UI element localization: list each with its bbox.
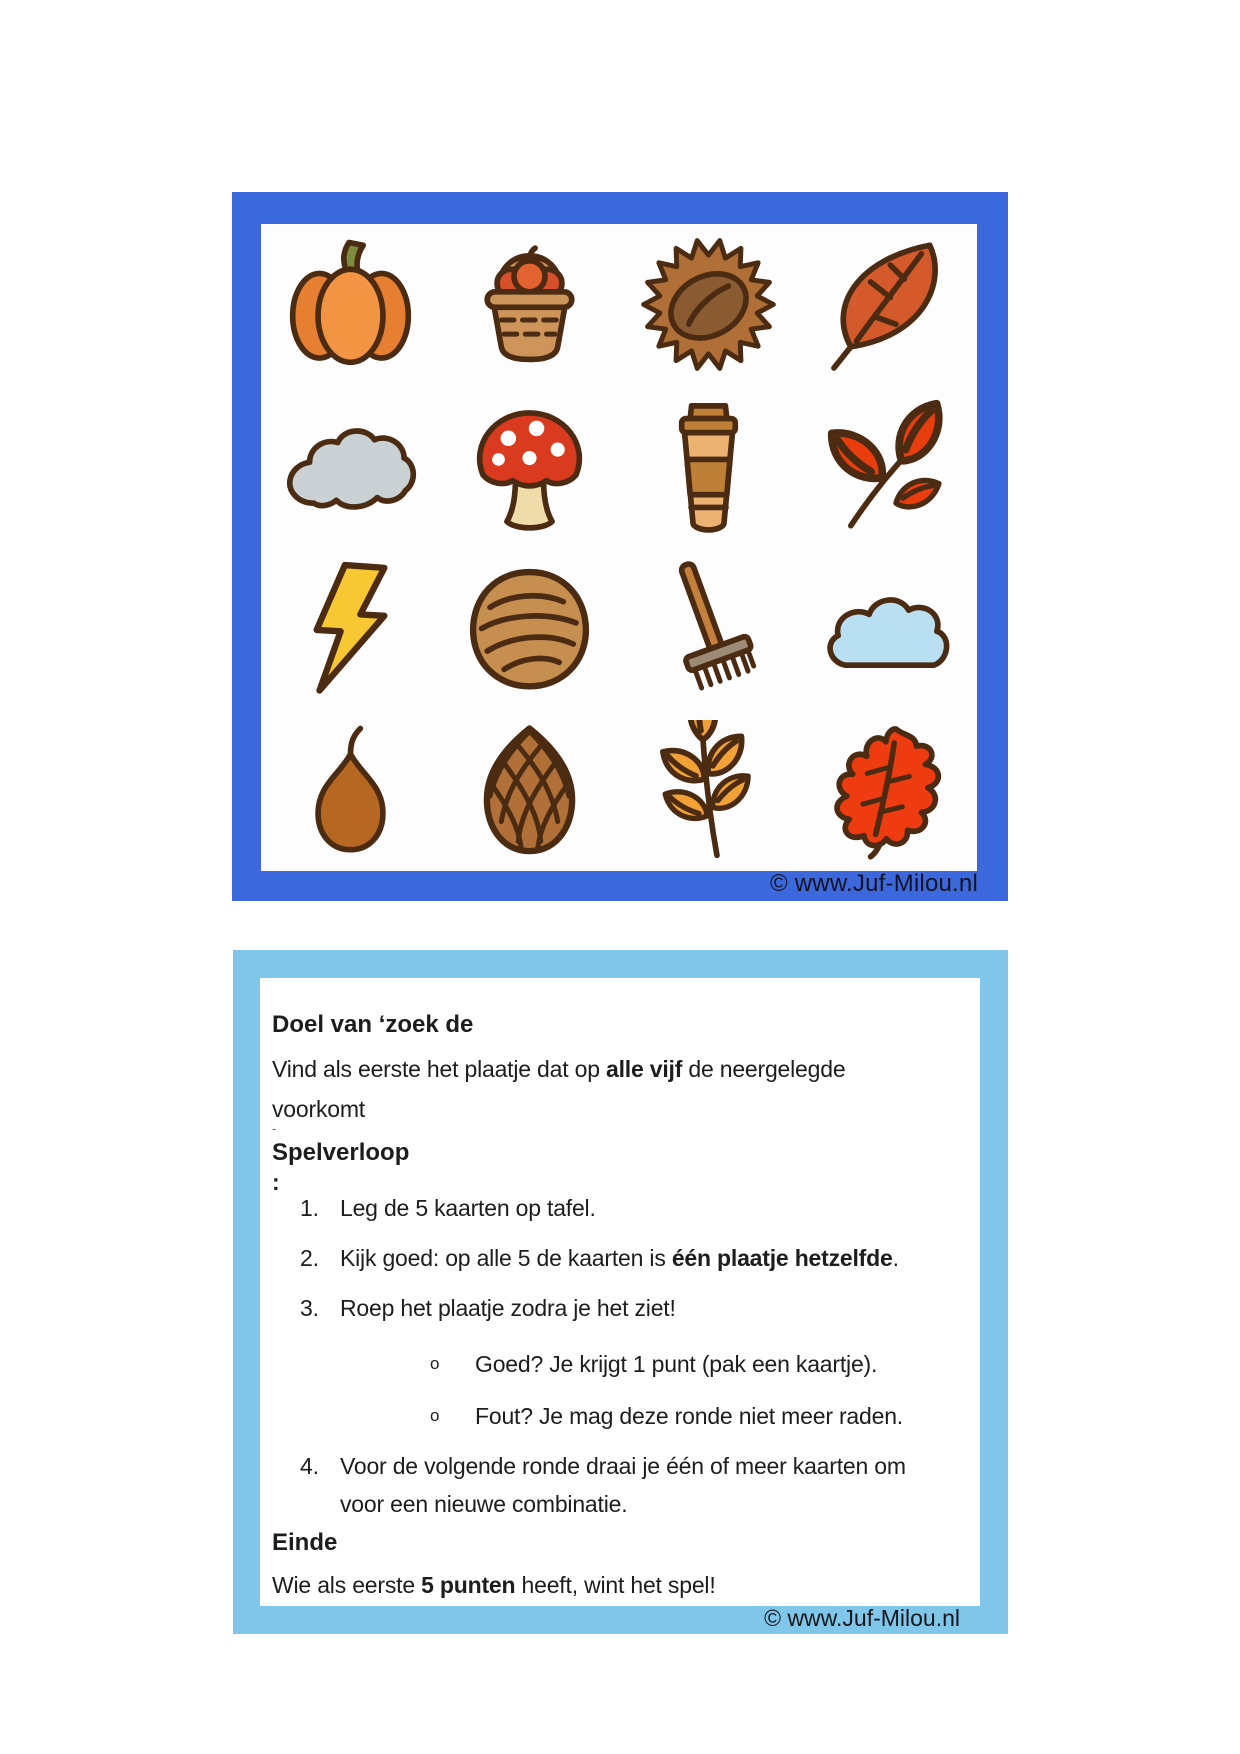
red-leaf-branch-icon	[798, 386, 977, 548]
end-line-post: heeft, wint het spel!	[515, 1572, 716, 1598]
goal-heading: Doel van ‘zoek de	[272, 1011, 474, 1038]
chestnut-icon	[619, 224, 798, 386]
coffee-cup-icon	[619, 386, 798, 548]
rake-icon	[619, 548, 798, 710]
end-line-pre: Wie als eerste	[272, 1572, 422, 1598]
goal-line-1-post: de neergelegde	[682, 1056, 846, 1082]
step-1-number: 1.	[300, 1195, 319, 1221]
step-1	[272, 1190, 966, 1226]
step-1-text: Leg de 5 kaarten op tafel.	[340, 1195, 596, 1221]
step-2	[272, 1240, 966, 1276]
flow-colon: :	[272, 1169, 280, 1195]
image-card	[232, 192, 1008, 901]
goal-line-1	[272, 1050, 966, 1088]
flow-heading: Spelverloop	[272, 1139, 410, 1166]
step-4-line-2: voor een nieuwe combinatie.	[340, 1491, 628, 1517]
step-3-number: 3.	[300, 1295, 319, 1321]
sub-bullet-fout-marker: o	[430, 1406, 440, 1425]
step-2-bold: één plaatje hetzelfde	[671, 1245, 893, 1271]
apple-basket-icon	[440, 224, 619, 386]
step-2-post: .	[892, 1245, 899, 1271]
step-2-number: 2.	[300, 1245, 319, 1271]
walnut-icon	[440, 548, 619, 710]
goal-line-2: voorkomt	[272, 1096, 365, 1122]
pumpkin-icon	[261, 224, 440, 386]
cloud-blue-icon	[798, 548, 977, 710]
oak-leaf-icon	[798, 709, 977, 871]
sub-bullet-good-text: Goed? Je krijgt 1 punt (pak een kaartje).	[475, 1351, 878, 1377]
sub-bullet-good	[272, 1346, 966, 1382]
image-grid	[261, 224, 977, 871]
pear-icon	[261, 709, 440, 871]
end-line-bold: 5 punten	[421, 1572, 516, 1598]
autumn-leaf-icon	[798, 224, 977, 386]
step-3	[272, 1290, 966, 1326]
goal-line-1-bold: alle vijf	[605, 1056, 683, 1082]
end-line	[272, 1566, 966, 1604]
sub-bullet-fout	[272, 1398, 966, 1434]
step-2-pre: Kijk goed: op alle 5 de kaarten is	[340, 1245, 672, 1271]
sub-bullet-fout-text: Fout? Je mag deze ronde niet meer raden.	[475, 1403, 903, 1429]
image-card-copyright: © www.Juf-Milou.nl	[770, 870, 978, 897]
sub-bullet-good-marker: o	[430, 1354, 440, 1373]
mushroom-icon	[440, 386, 619, 548]
goal-line-1-pre: Vind als eerste het plaatje dat op	[272, 1056, 606, 1082]
step-4	[272, 1448, 966, 1484]
instruction-card-body	[260, 978, 980, 1606]
lightning-bolt-icon	[261, 548, 440, 710]
stray-mark: -	[272, 1121, 277, 1136]
step-3-text: Roep het plaatje zodra je het ziet!	[340, 1295, 676, 1321]
end-heading: Einde	[272, 1529, 338, 1556]
step-2-text	[340, 1240, 899, 1276]
pinecone-icon	[440, 709, 619, 871]
instruction-card	[233, 950, 1008, 1634]
orange-leaf-branch-icon	[619, 709, 798, 871]
cloud-gray-icon	[261, 386, 440, 548]
step-4-line-1: Voor de volgende ronde draai je één of meer kaarten om	[340, 1453, 906, 1479]
step-4-number: 4.	[300, 1453, 319, 1479]
instruction-card-copyright: © www.Juf-Milou.nl	[764, 1605, 960, 1631]
